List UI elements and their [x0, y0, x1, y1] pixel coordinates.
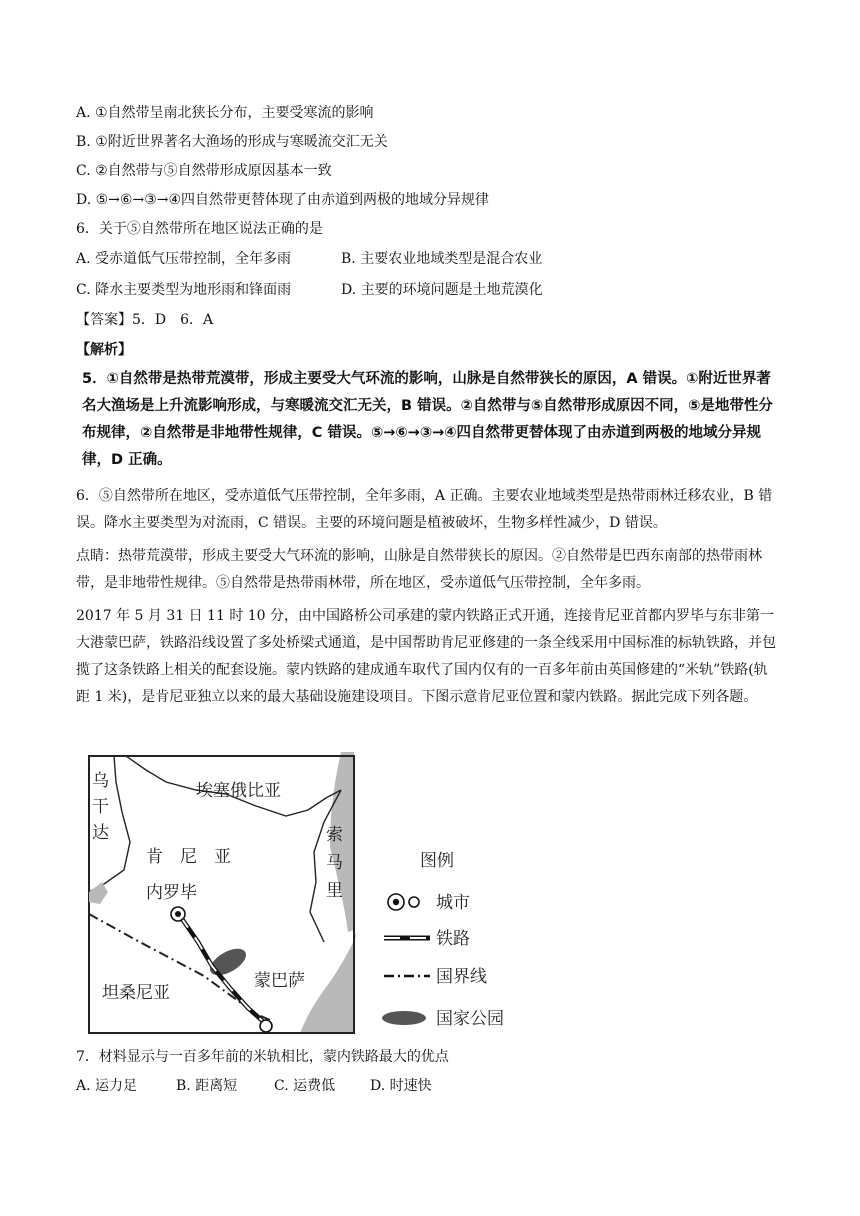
- legend-park: 国家公园: [436, 1009, 504, 1029]
- legend-city-icon-dot: [393, 899, 399, 905]
- mombasa-city: [260, 1020, 272, 1032]
- analysis-5: 5．①自然带是热带荒漠带，形成主要受大气环流的影响，山脉是自然带狭长的原因，A 错误。①附近世界著名大渔场是上升流影响形成，与寒暖流交汇无关，B 错误。②自然带与⑤自然带形成原因不同，⑤是地带性分布规律，②自然带是非地带性规律，C 错误。⑤→⑥→③→④四自然带更替体现了由赤道到两极的地域分异规律，D 正确。: [82, 371, 773, 468]
- analysis-6: 6．⑤自然带所在地区，受赤道低气压带控制，全年多雨，A 正确。主要农业地域类型是热带雨林迁移农业，B 错误。降水主要类型为对流雨，C 错误。主要的环境问题是植被破坏，生物多样性减少，D 错误。: [76, 488, 773, 531]
- q6-stem: 6．关于⑤自然带所在地区说法正确的是: [76, 221, 323, 237]
- q5-option-c: C. ②自然带与⑤自然带形成原因基本一致: [76, 163, 332, 179]
- q6-option-a: A. 受赤道低气压带控制，全年多雨: [76, 251, 292, 267]
- label-mombasa: 蒙巴萨: [254, 971, 305, 991]
- q6-options-row-1: [76, 249, 542, 269]
- legend-park-icon: [382, 1011, 426, 1025]
- q7-option-a: A. 运力足: [76, 1078, 138, 1094]
- material: 2017 年 5 月 31 日 11 时 10 分，由中国路桥公司承建的蒙内铁路正式开通，连接肯尼亚首都内罗毕与东非第一大港蒙巴萨，铁路沿线设置了多处桥梁式通道，是中国帮助肯尼亚修建的一条全线采用中国标准的标轨铁路，并包揽了这条铁路上相关的配套设施。蒙内铁路的建成通车取代了国内仅有的一百多年前由英国修建的“米轨”铁路(轨距 1 米)，是肯尼亚独立以来的最大基础设施建设项目。下图示意肯尼亚位置和蒙内铁路。据此完成下列各题。: [76, 608, 776, 705]
- q7-stem: 7．材料显示与一百多年前的米轨相比，蒙内铁路最大的优点: [76, 1049, 449, 1065]
- analysis-title: 【解析】: [76, 342, 132, 358]
- q6-option-c: C. 降水主要类型为地形雨和锋面雨: [76, 282, 292, 298]
- legend-title: 图例: [420, 851, 454, 871]
- legend-city: 城市: [436, 893, 470, 913]
- tip: 点睛：热带荒漠带，形成主要受大气环流的影响，山脉是自然带狭长的原因。②自然带是巴西东南部的热带雨林带，是非地带性规律。⑤自然带是热带雨林带，所在地区，受赤道低气压带控制，全年多雨。: [76, 548, 762, 591]
- national-park: [206, 943, 251, 980]
- q5-option-a: A. ①自然带呈南北狭长分布，主要受寒流的影响: [76, 105, 374, 121]
- label-uganda-3: 达: [92, 823, 109, 843]
- label-tanzania: 坦桑尼亚: [102, 983, 170, 1003]
- label-somalia-2: 马: [326, 853, 343, 873]
- kenya-map: [86, 752, 526, 1036]
- q5-option-d: D. ⑤→⑥→③→④四自然带更替体现了由赤道到两极的地域分异规律: [76, 192, 490, 208]
- label-uganda-1: 乌: [92, 771, 109, 791]
- q7-options: [76, 1076, 432, 1096]
- label-nairobi: 内罗毕: [146, 883, 197, 903]
- nairobi-city-dot: [175, 911, 181, 917]
- legend-border: 国界线: [436, 967, 487, 987]
- sea-area: [300, 930, 356, 1033]
- q6-option-d: D. 主要的环境问题是土地荒漠化: [341, 282, 543, 298]
- label-somalia-3: 里: [326, 881, 343, 901]
- label-ethiopia: 埃塞俄比亚: [196, 781, 281, 801]
- legend-city-icon-small: [409, 897, 419, 907]
- legend-railway: 铁路: [436, 929, 470, 949]
- lake-area: [89, 882, 108, 904]
- q7-option-c: C. 运费低: [274, 1078, 336, 1094]
- q5-option-b: B. ①附近世界著名大渔场的形成与寒暖流交汇无关: [76, 134, 388, 150]
- q7-option-d: D. 时速快: [370, 1078, 432, 1094]
- label-somalia-1: 索: [326, 825, 343, 845]
- label-uganda-2: 干: [92, 797, 109, 817]
- label-kenya: 肯 尼 亚: [146, 847, 231, 867]
- q7-option-b: B. 距离短: [176, 1078, 238, 1094]
- answer: 【答案】5．D 6．A: [76, 312, 214, 328]
- q6-option-b: B. 主要农业地域类型是混合农业: [341, 251, 543, 267]
- q6-options-row-2: [76, 280, 543, 300]
